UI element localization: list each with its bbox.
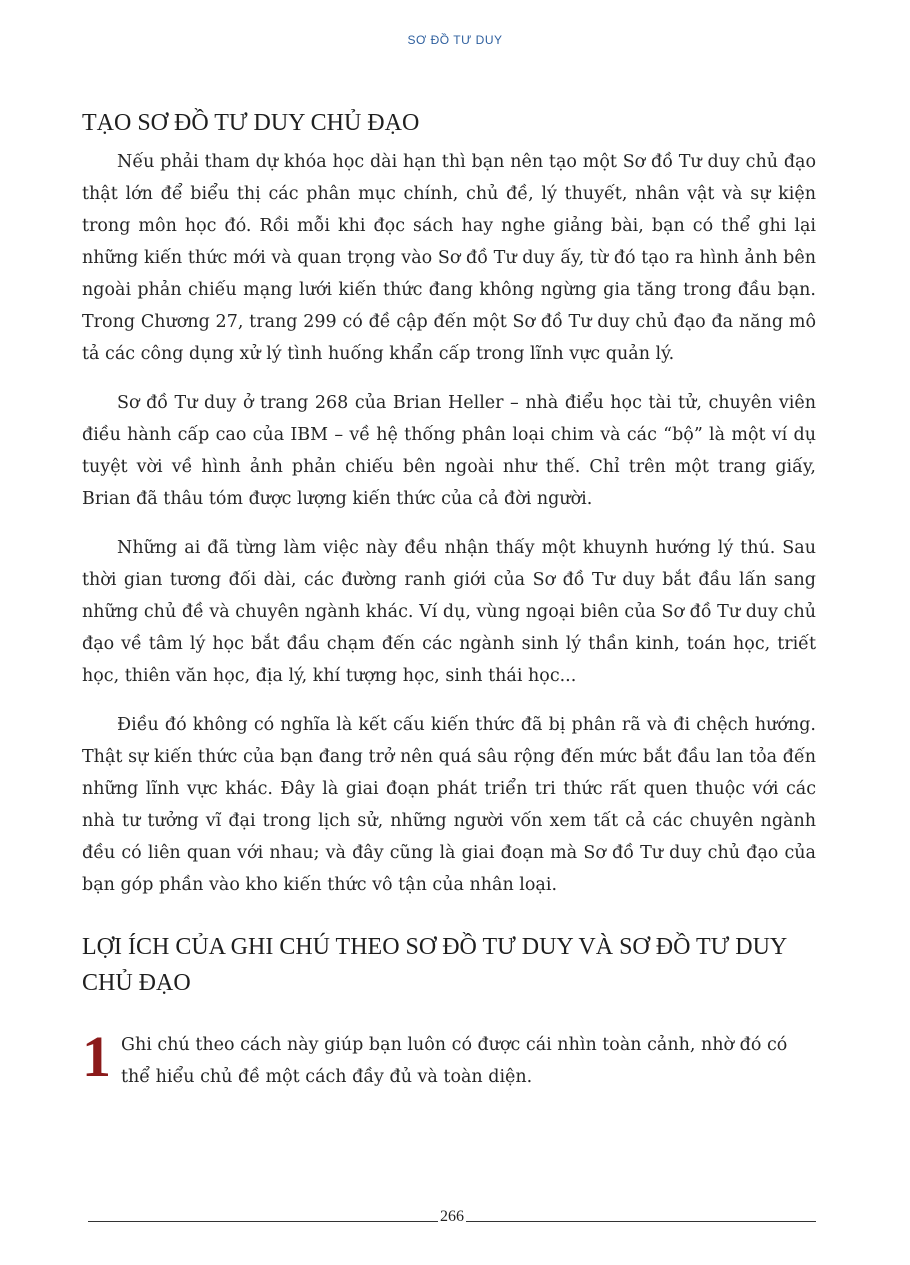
section-heading-benefits: LỢI ÍCH CỦA GHI CHÚ THEO SƠ ĐỒ TƯ DUY VÀ SƠ ĐỒ TƯ DUY CHỦ ĐẠO bbox=[82, 934, 787, 996]
section-heading-create-master-mindmap: TẠO SƠ ĐỒ TƯ DUY CHỦ ĐẠO bbox=[82, 110, 420, 136]
benefit-number: 1 bbox=[82, 1024, 111, 1089]
footer-rule-right bbox=[466, 1221, 816, 1222]
running-header: SƠ ĐỒ TƯ DUY bbox=[407, 33, 503, 47]
paragraph-2: Sơ đồ Tư duy ở trang 268 của Brian Heller – nhà điểu học tài tử, chuyên viên điều hành cấp cao của IBM – về hệ thống phân loại chim và các “bộ” là một ví dụ tuyệt vời về hình ảnh phản chiếu bên ngoài như thế. Chỉ trên một trang giấy, Brian đã thâu tóm được lượng kiến thức của cả đời người. bbox=[82, 393, 816, 509]
paragraph-1: Nếu phải tham dự khóa học dài hạn thì bạn nên tạo một Sơ đồ Tư duy chủ đạo thật lớn để biểu thị các phân mục chính, chủ đề, lý thuyết, nhân vật và sự kiện trong môn học đó. Rồi mỗi khi đọc sách hay nghe giảng bài, bạn có thể ghi lại những kiến thức mới và quan trọng vào Sơ đồ Tư duy ấy, từ đó tạo ra hình ảnh bên ngoài phản chiếu mạng lưới kiến thức đang không ngừng gia tăng trong đầu bạn. Trong Chương 27, trang 299 có đề cập đến một Sơ đồ Tư duy chủ đạo đa năng mô tả các công dụng xử lý tình huống khẩn cấp trong lĩnh vực quản lý. bbox=[82, 152, 816, 364]
paragraph-3: Những ai đã từng làm việc này đều nhận thấy một khuynh hướng lý thú. Sau thời gian tương đối dài, các đường ranh giới của Sơ đồ Tư duy bắt đầu lấn sang những chủ đề và chuyên ngành khác. Ví dụ, vùng ngoại biên của Sơ đồ Tư duy chủ đạo về tâm lý học bắt đầu chạm đến các ngành sinh lý thần kinh, toán học, triết học, thiên văn học, địa lý, khí tượng học, sinh thái học... bbox=[82, 538, 816, 686]
footer-rule-left bbox=[88, 1221, 438, 1222]
benefit-item-1 bbox=[82, 1024, 816, 1093]
page-number: 266 bbox=[440, 1208, 464, 1225]
page-content bbox=[82, 104, 816, 1093]
benefit-text: Ghi chú theo cách này giúp bạn luôn có được cái nhìn toàn cảnh, nhờ đó có thể hiểu chủ đề một cách đầy đủ và toàn diện. bbox=[121, 1035, 788, 1087]
page-footer bbox=[88, 1208, 816, 1226]
paragraph-4: Điều đó không có nghĩa là kết cấu kiến thức đã bị phân rã và đi chệch hướng. Thật sự kiến thức của bạn đang trở nên quá sâu rộng đến mức bắt đầu lan tỏa đến những lĩnh vực khác. Đây là giai đoạn phát triển tri thức rất quen thuộc với các nhà tư tưởng vĩ đại trong lịch sử, những người vốn xem tất cả các chuyên ngành đều có liên quan với nhau; và đây cũng là giai đoạn mà Sơ đồ Tư duy chủ đạo của bạn góp phần vào kho kiến thức vô tận của nhân loại. bbox=[82, 715, 816, 895]
